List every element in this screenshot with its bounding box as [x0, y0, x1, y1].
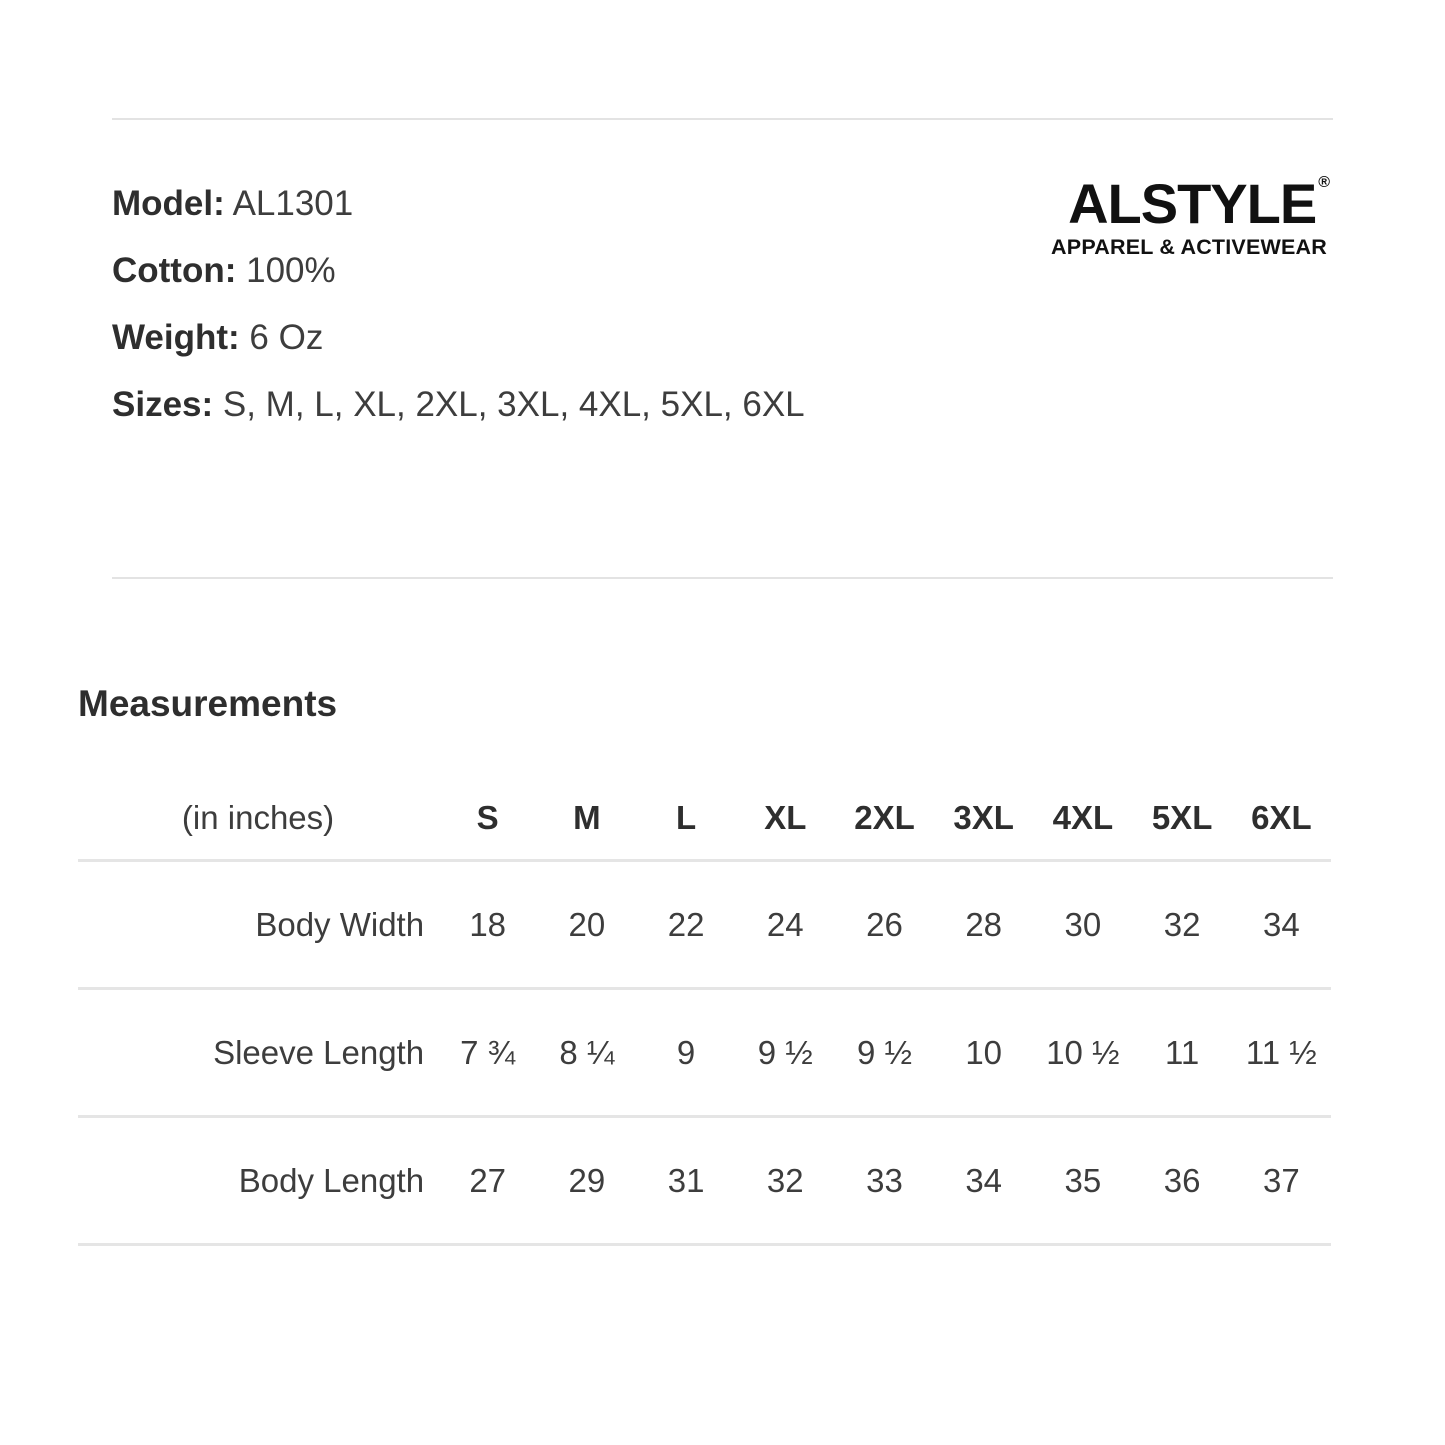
cell-sleeve-length-6xl: 11 ½ — [1245, 1033, 1317, 1071]
cell-sleeve-length-3xl: 10 — [965, 1033, 1003, 1071]
cell-sleeve-length-4xl: 10 ½ — [1046, 1033, 1120, 1071]
table-header-row — [78, 795, 1331, 861]
cell-body-width-l: 22 — [667, 905, 705, 943]
cell-body-width-6xl: 34 — [1262, 905, 1300, 943]
spec-label-weight: Weight: — [112, 318, 240, 357]
table-row — [78, 1117, 1331, 1245]
row-label-sleeve-length: Sleeve Length — [213, 1033, 425, 1071]
spec-row-cotton — [112, 253, 932, 288]
cell-sleeve-length-xl: 9 ½ — [757, 1033, 813, 1071]
row-label-body-width: Body Width — [255, 905, 425, 943]
column-header-xl: XL — [764, 799, 807, 836]
table-row — [78, 989, 1331, 1117]
column-header-6xl: 6XL — [1251, 799, 1312, 836]
page-title: Measurements — [78, 683, 338, 724]
measurements-table-wrapper — [78, 795, 1331, 1246]
column-header-s: S — [476, 799, 499, 836]
spec-value-model: AL1301 — [232, 184, 354, 223]
cell-body-length-m: 29 — [568, 1161, 606, 1199]
cell-body-width-2xl: 26 — [866, 905, 903, 943]
measurements-table — [78, 795, 1331, 1246]
table-header — [78, 795, 1331, 861]
cell-body-width-m: 20 — [568, 905, 606, 943]
cell-sleeve-length-m: 8 ¼ — [559, 1033, 615, 1071]
spec-label-sizes: Sizes: — [112, 385, 214, 424]
product-spec-list — [112, 186, 932, 454]
brand-logo-tagline: APPAREL & ACTIVEWEAR — [1051, 235, 1327, 259]
cell-body-width-5xl: 32 — [1163, 905, 1201, 943]
cell-sleeve-length-2xl: 9 ½ — [856, 1033, 913, 1071]
cell-body-length-l: 31 — [667, 1161, 705, 1199]
spec-value-cotton: 100% — [246, 251, 336, 290]
brand-logo — [1051, 172, 1329, 259]
brand-logo-wordmark — [1068, 172, 1329, 235]
column-header-l: L — [676, 799, 697, 836]
cell-sleeve-length-l: 9 — [676, 1033, 696, 1071]
cell-sleeve-length-s: 7 ¾ — [460, 1033, 516, 1071]
spec-value-sizes: S, M, L, XL, 2XL, 3XL, 4XL, 5XL, 6XL — [222, 385, 805, 424]
spec-row-weight — [112, 320, 932, 355]
spec-row-model — [112, 186, 932, 221]
column-header-4xl: 4XL — [1052, 799, 1114, 836]
column-header-3xl: 3XL — [953, 799, 1014, 836]
column-header-2xl: 2XL — [854, 799, 915, 836]
cell-body-width-3xl: 28 — [965, 905, 1003, 943]
column-header-m: M — [573, 799, 601, 836]
cell-body-length-3xl: 34 — [965, 1161, 1003, 1199]
cell-body-length-xl: 32 — [766, 1161, 804, 1199]
table-row — [78, 861, 1331, 989]
cell-body-width-xl: 24 — [766, 905, 804, 943]
cell-body-length-s: 27 — [469, 1161, 507, 1199]
cell-body-length-4xl: 35 — [1064, 1161, 1102, 1199]
row-label-body-length: Body Length — [238, 1161, 425, 1199]
cell-sleeve-length-5xl: 11 — [1164, 1033, 1200, 1071]
cell-body-length-2xl: 33 — [866, 1161, 903, 1199]
spec-label-cotton: Cotton: — [112, 251, 237, 290]
divider-top — [112, 118, 1333, 120]
cell-body-length-5xl: 36 — [1163, 1161, 1201, 1199]
brand-logo-name: ALSTYLE — [1068, 172, 1317, 235]
spec-label-model: Model: — [112, 184, 225, 223]
table-body — [78, 861, 1331, 1245]
spec-row-sizes — [112, 387, 932, 422]
cell-body-width-s: 18 — [469, 905, 507, 943]
column-header-5xl: 5XL — [1151, 799, 1213, 836]
divider-middle — [112, 577, 1333, 579]
cell-body-width-4xl: 30 — [1064, 905, 1102, 943]
spec-value-weight: 6 Oz — [249, 318, 324, 357]
cell-body-length-6xl: 37 — [1262, 1161, 1300, 1199]
column-header-unit: (in inches) — [181, 799, 335, 836]
registered-trademark-icon: ® — [1318, 174, 1329, 192]
